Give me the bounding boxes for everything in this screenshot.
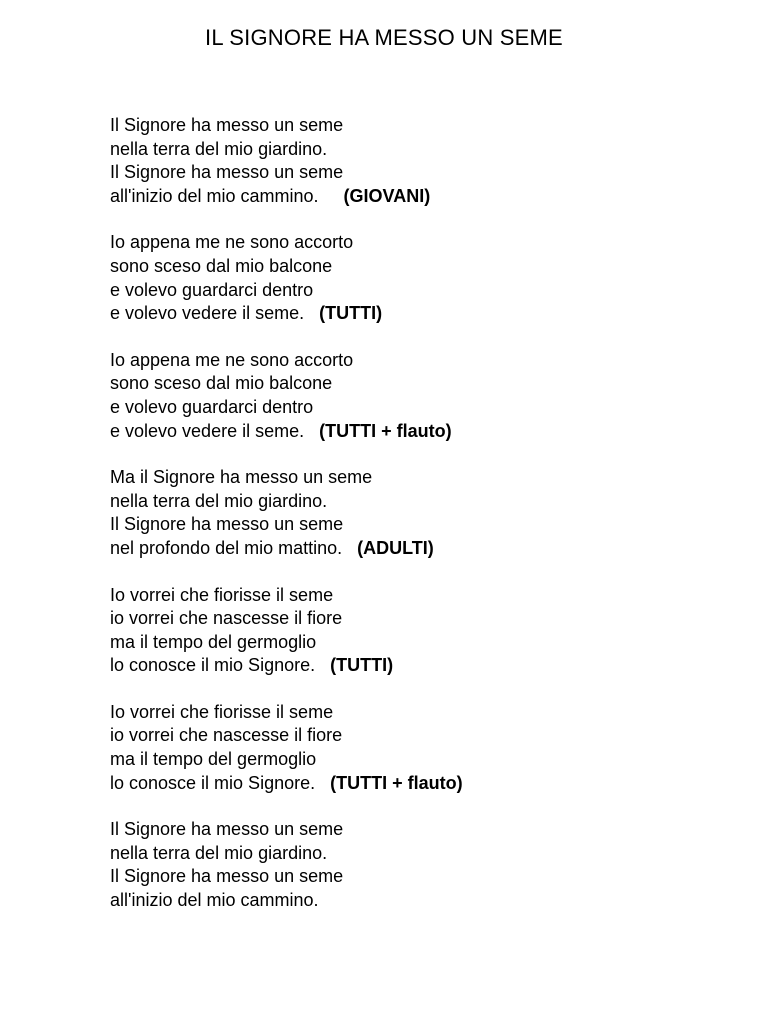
stanza-6 (110, 701, 730, 795)
lyric-line-last (110, 772, 730, 796)
lyric-line: Il Signore ha messo un seme (110, 514, 344, 535)
lyric-text: e volevo vedere il seme. (110, 420, 305, 441)
lyric-line: Il Signore ha messo un seme (110, 115, 344, 135)
lyric-line: nella terra del mio giardino. (110, 842, 328, 863)
lyric-line: e volevo guardarci dentro (110, 279, 314, 300)
stanza-5 (110, 584, 730, 678)
lyric-line: sono sceso dal mio balcone (110, 255, 333, 276)
lyric-line-last (110, 654, 730, 678)
lyric-line: Io vorrei che fiorisse il seme (110, 701, 334, 722)
stanza-2 (110, 231, 730, 325)
lyric-line: all'inizio del mio cammino. (110, 890, 319, 911)
stanza-3 (110, 349, 730, 443)
lyric-line: Il Signore ha messo un seme (110, 866, 344, 887)
lyric-line: Io appena me ne sono accorto (110, 232, 354, 253)
performer-label: (TUTTI) (330, 655, 394, 676)
lyric-line: nella terra del mio giardino. (110, 490, 328, 511)
lyric-line-last (110, 302, 730, 326)
lyric-line: Ma il Signore ha messo un seme (110, 467, 373, 488)
performer-label: (GIOVANI) (343, 185, 431, 206)
performer-label: (TUTTI) (319, 303, 383, 324)
lyric-text: lo conosce il mio Signore. (110, 772, 316, 793)
lyric-text: all'inizio del mio cammino. (110, 185, 319, 206)
lyric-line: ma il tempo del germoglio (110, 631, 317, 652)
lyric-line: e volevo guardarci dentro (110, 396, 314, 417)
stanza-7 (110, 818, 730, 912)
lyrics-body (110, 114, 730, 913)
lyric-line: io vorrei che nascesse il fiore (110, 608, 343, 629)
page-title: IL SIGNORE HA MESSO UN SEME (205, 25, 563, 50)
lyric-text: lo conosce il mio Signore. (110, 655, 316, 676)
lyric-line: nella terra del mio giardino. (110, 138, 328, 159)
lyric-text: nel profondo del mio mattino. (110, 537, 343, 558)
lyric-line: io vorrei che nascesse il fiore (110, 725, 343, 746)
lyric-text: e volevo vedere il seme. (110, 303, 305, 324)
lyric-line: Io vorrei che fiorisse il seme (110, 584, 334, 605)
stanza-4 (110, 466, 730, 560)
lyric-line-last (110, 537, 730, 561)
performer-label: (TUTTI + flauto) (330, 772, 463, 793)
stanza-1 (110, 114, 730, 208)
lyric-line-last (110, 420, 730, 444)
lyric-line: ma il tempo del germoglio (110, 749, 317, 770)
lyric-line: Il Signore ha messo un seme (110, 819, 344, 840)
lyric-line-last (110, 185, 730, 209)
lyric-line: sono sceso dal mio balcone (110, 373, 333, 394)
performer-label: (ADULTI) (357, 537, 434, 558)
lyric-line: Io appena me ne sono accorto (110, 349, 354, 370)
lyric-line: Il Signore ha messo un seme (110, 162, 344, 183)
performer-label: (TUTTI + flauto) (319, 420, 452, 441)
